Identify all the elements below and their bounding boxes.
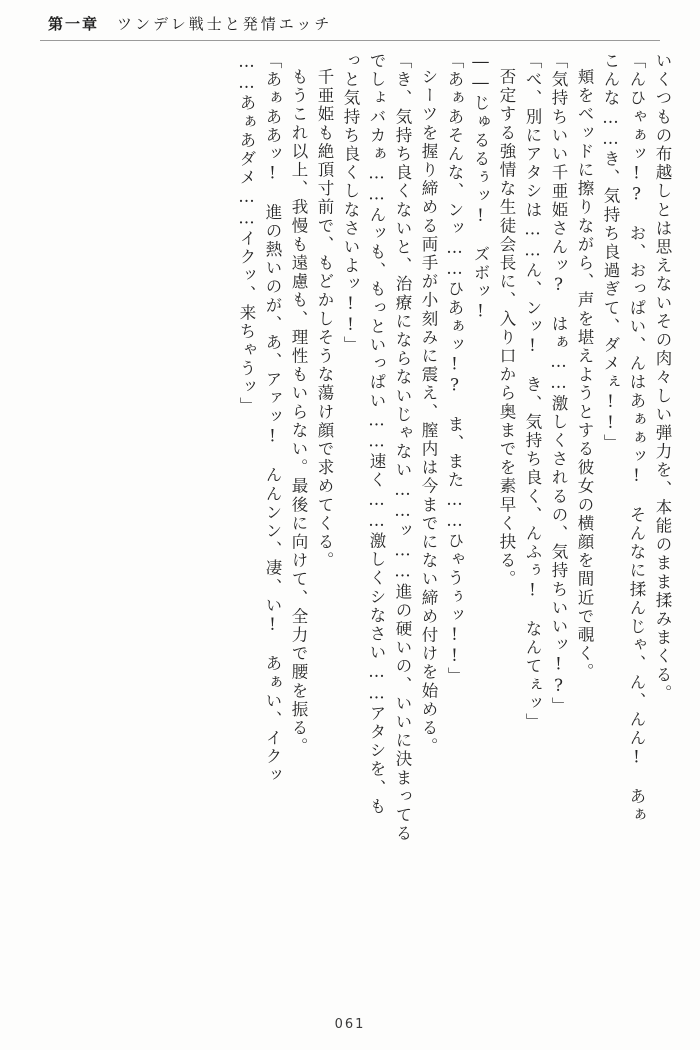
text-column: ――じゅるるぅッ! ズボッ! xyxy=(471,52,490,323)
chapter-title: ツンデレ戦士と発情エッチ xyxy=(117,14,333,33)
text-column: 頬をベッドに擦りながら、声を堪えようとする彼女の横顔を間近で覗く。 xyxy=(575,68,594,682)
text-column: っと気持ち良くしなさいよッ!!」 xyxy=(341,52,360,355)
page-number: 061 xyxy=(334,1017,366,1032)
text-column: 「あぁあそんな、ンッ……ひあぁッ!? ま、また……ひゃうぅッ!!」 xyxy=(445,52,464,686)
text-column: いくつもの布越しとは思えないその肉々しい弾力を、本能のまま揉みまくる。 xyxy=(653,52,672,703)
header-divider xyxy=(40,40,660,41)
vertical-text-block xyxy=(34,52,670,992)
text-column: 千亜姫も絶頂寸前で、もどかしそうな蕩け顔で求めてくる。 xyxy=(315,68,334,571)
text-column: 否定する強情な生徒会長に、入り口から奥までを素早く抉る。 xyxy=(497,68,516,589)
text-column: ……あぁあダメ……イクッ、来ちゃうッ」 xyxy=(237,52,256,416)
text-column: 「気持ちいい千亜姫さんッ? はぁ……激しくされるの、気持ちいいッ!?」 xyxy=(549,52,568,716)
text-column: 「んひゃぁッ!? お、おっぱい、んはあぁぁッ! そんなに揉んじゃ、ん、んん! あぁ xyxy=(627,52,646,825)
text-column: シーツを握り締める両手が小刻みに震え、膣内は今までにない締め付けを始める。 xyxy=(419,68,438,757)
running-head xyxy=(48,10,652,36)
page-body xyxy=(34,52,670,992)
text-column: もうこれ以上、我慢も遠慮も、理性もいらない。最後に向けて、全力で腰を振る。 xyxy=(289,68,308,757)
text-column: 「あぁああッ! 進の熱いのが、あ、アァッ! んんンン、凄、い! あぁい、イクッ xyxy=(263,52,282,785)
text-column: こんな……き、気持ち良過ぎて、ダメぇ!!」 xyxy=(601,52,620,453)
chapter-number: 第一章 xyxy=(48,14,100,33)
text-column: でしょバカぁ……んッも、もっといっぱい……速く……激しくシなさい……アタシを、も xyxy=(367,52,386,816)
text-column: 「べ、別にアタシは……ん、ンッ! き、気持ち良く、んふぅ! なんてぇッ」 xyxy=(523,52,542,732)
text-column: 「き、気持ち良くないと、治療にならないじゃない……ッ……進の硬いの、いいに決まってる xyxy=(393,52,412,844)
